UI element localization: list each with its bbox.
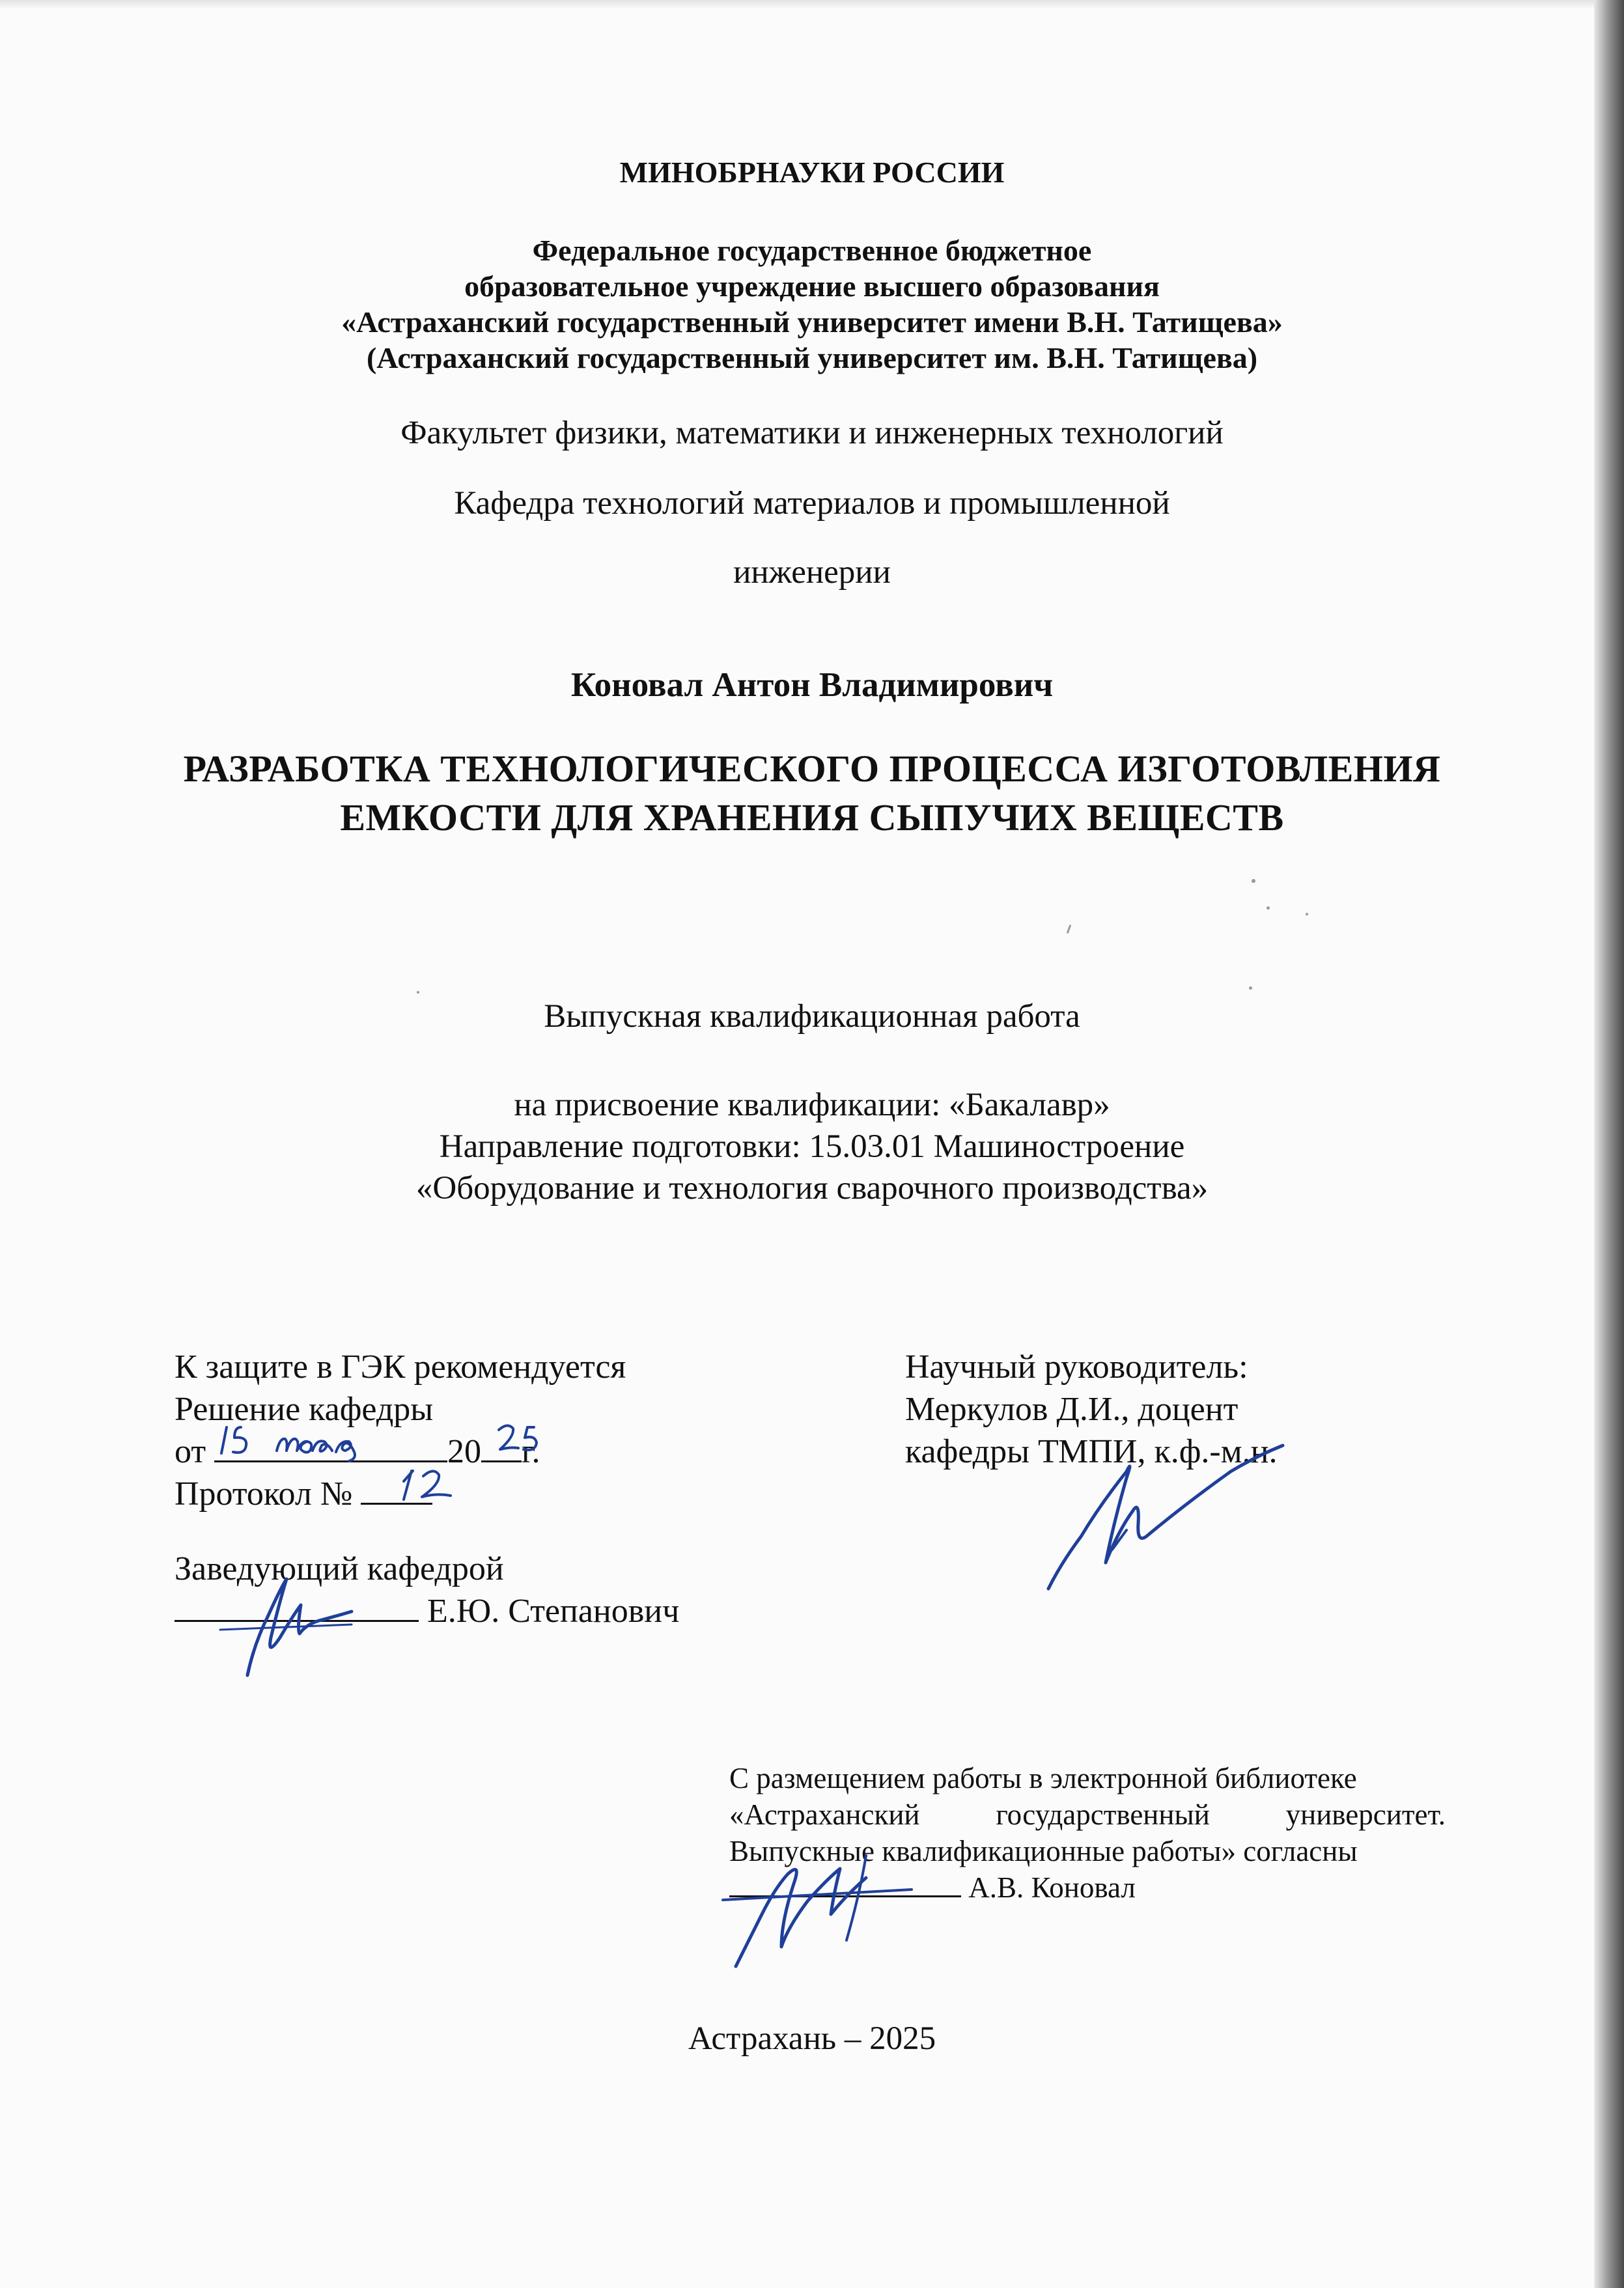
- supervisor-name: Меркулов Д.И., доцент: [905, 1391, 1239, 1428]
- org-line-4: (Астраханский государственный университет им. В.Н. Татищева): [366, 341, 1258, 374]
- supervisor-signature: [1035, 1432, 1296, 1602]
- date-prefix: от: [175, 1433, 206, 1470]
- consent-word: «Астраханский: [729, 1798, 920, 1831]
- handwritten-date: [215, 1413, 430, 1465]
- year-suffix: г.: [522, 1433, 540, 1470]
- ministry-title: МИНОБРНАУКИ РОССИИ: [619, 156, 1005, 189]
- head-label: Заведующий кафедрой: [175, 1550, 504, 1587]
- scan-speck: [417, 991, 419, 994]
- decision-label: Решение кафедры: [175, 1391, 434, 1428]
- org-line-3: «Астраханский государственный университет имени В.Н. Татищева»: [341, 305, 1283, 339]
- recommend-label: К защите в ГЭК рекомендуется: [175, 1348, 626, 1386]
- org-line-2: образовательное учреждение высшего образования: [464, 270, 1160, 303]
- faculty-name: Факультет физики, математики и инженерных технологий: [400, 415, 1224, 451]
- consent-word: университет.: [1285, 1798, 1446, 1831]
- consent-word: государственный: [996, 1798, 1210, 1831]
- supervisor-label: Научный руководитель:: [905, 1348, 1248, 1386]
- handwritten-protocol-number: [397, 1462, 469, 1507]
- consent-line-3: Выпускные квалификационные работы» согласны: [729, 1835, 1358, 1867]
- consent-line-1: С размещением работы в электронной библиотеке: [729, 1762, 1357, 1794]
- head-of-department-signature: [208, 1559, 371, 1690]
- scan-speck: [1252, 879, 1255, 883]
- department-line-2: инженерии: [733, 554, 891, 591]
- scan-speck: [1267, 906, 1270, 910]
- thesis-title-line-2: ЕМКОСТИ ДЛЯ ХРАНЕНИЯ СЫПУЧИХ ВЕЩЕСТВ: [340, 796, 1284, 839]
- org-line-1: Федеральное государственное бюджетное: [532, 234, 1092, 267]
- author-name: Коновал Антон Владимирович: [570, 666, 1054, 704]
- scan-speck: [1067, 925, 1072, 934]
- work-type: Выпускная квалификационная работа: [544, 998, 1080, 1035]
- protocol-label: Протокол №: [175, 1475, 353, 1513]
- student-signature: [716, 1823, 938, 1979]
- protocol-line: [175, 1475, 432, 1513]
- thesis-title-line-1: РАЗРАБОТКА ТЕХНОЛОГИЧЕСКОГО ПРОЦЕССА ИЗГОТОВЛЕНИЯ: [183, 747, 1441, 790]
- scan-speck: [1249, 986, 1252, 990]
- head-name: Е.Ю. Степанович: [427, 1593, 680, 1630]
- page-top-shadow: [0, 0, 1594, 9]
- direction: Направление подготовки: 15.03.01 Машиностроение: [439, 1128, 1185, 1165]
- supervisor-department: кафедры ТМПИ, к.ф.-м.н.: [905, 1433, 1278, 1470]
- year-prefix: 20: [447, 1433, 482, 1470]
- consent-name: А.В. Коновал: [968, 1871, 1136, 1904]
- profile: «Оборудование и технология сварочного производства»: [415, 1170, 1209, 1207]
- city-year: Астрахань – 2025: [688, 2020, 936, 2057]
- department-line-1: Кафедра технологий материалов и промышленной: [454, 485, 1170, 522]
- handwritten-year: [495, 1417, 553, 1462]
- qualification: на присвоение квалификации: «Бакалавр»: [514, 1087, 1110, 1123]
- scan-speck: [1306, 913, 1308, 915]
